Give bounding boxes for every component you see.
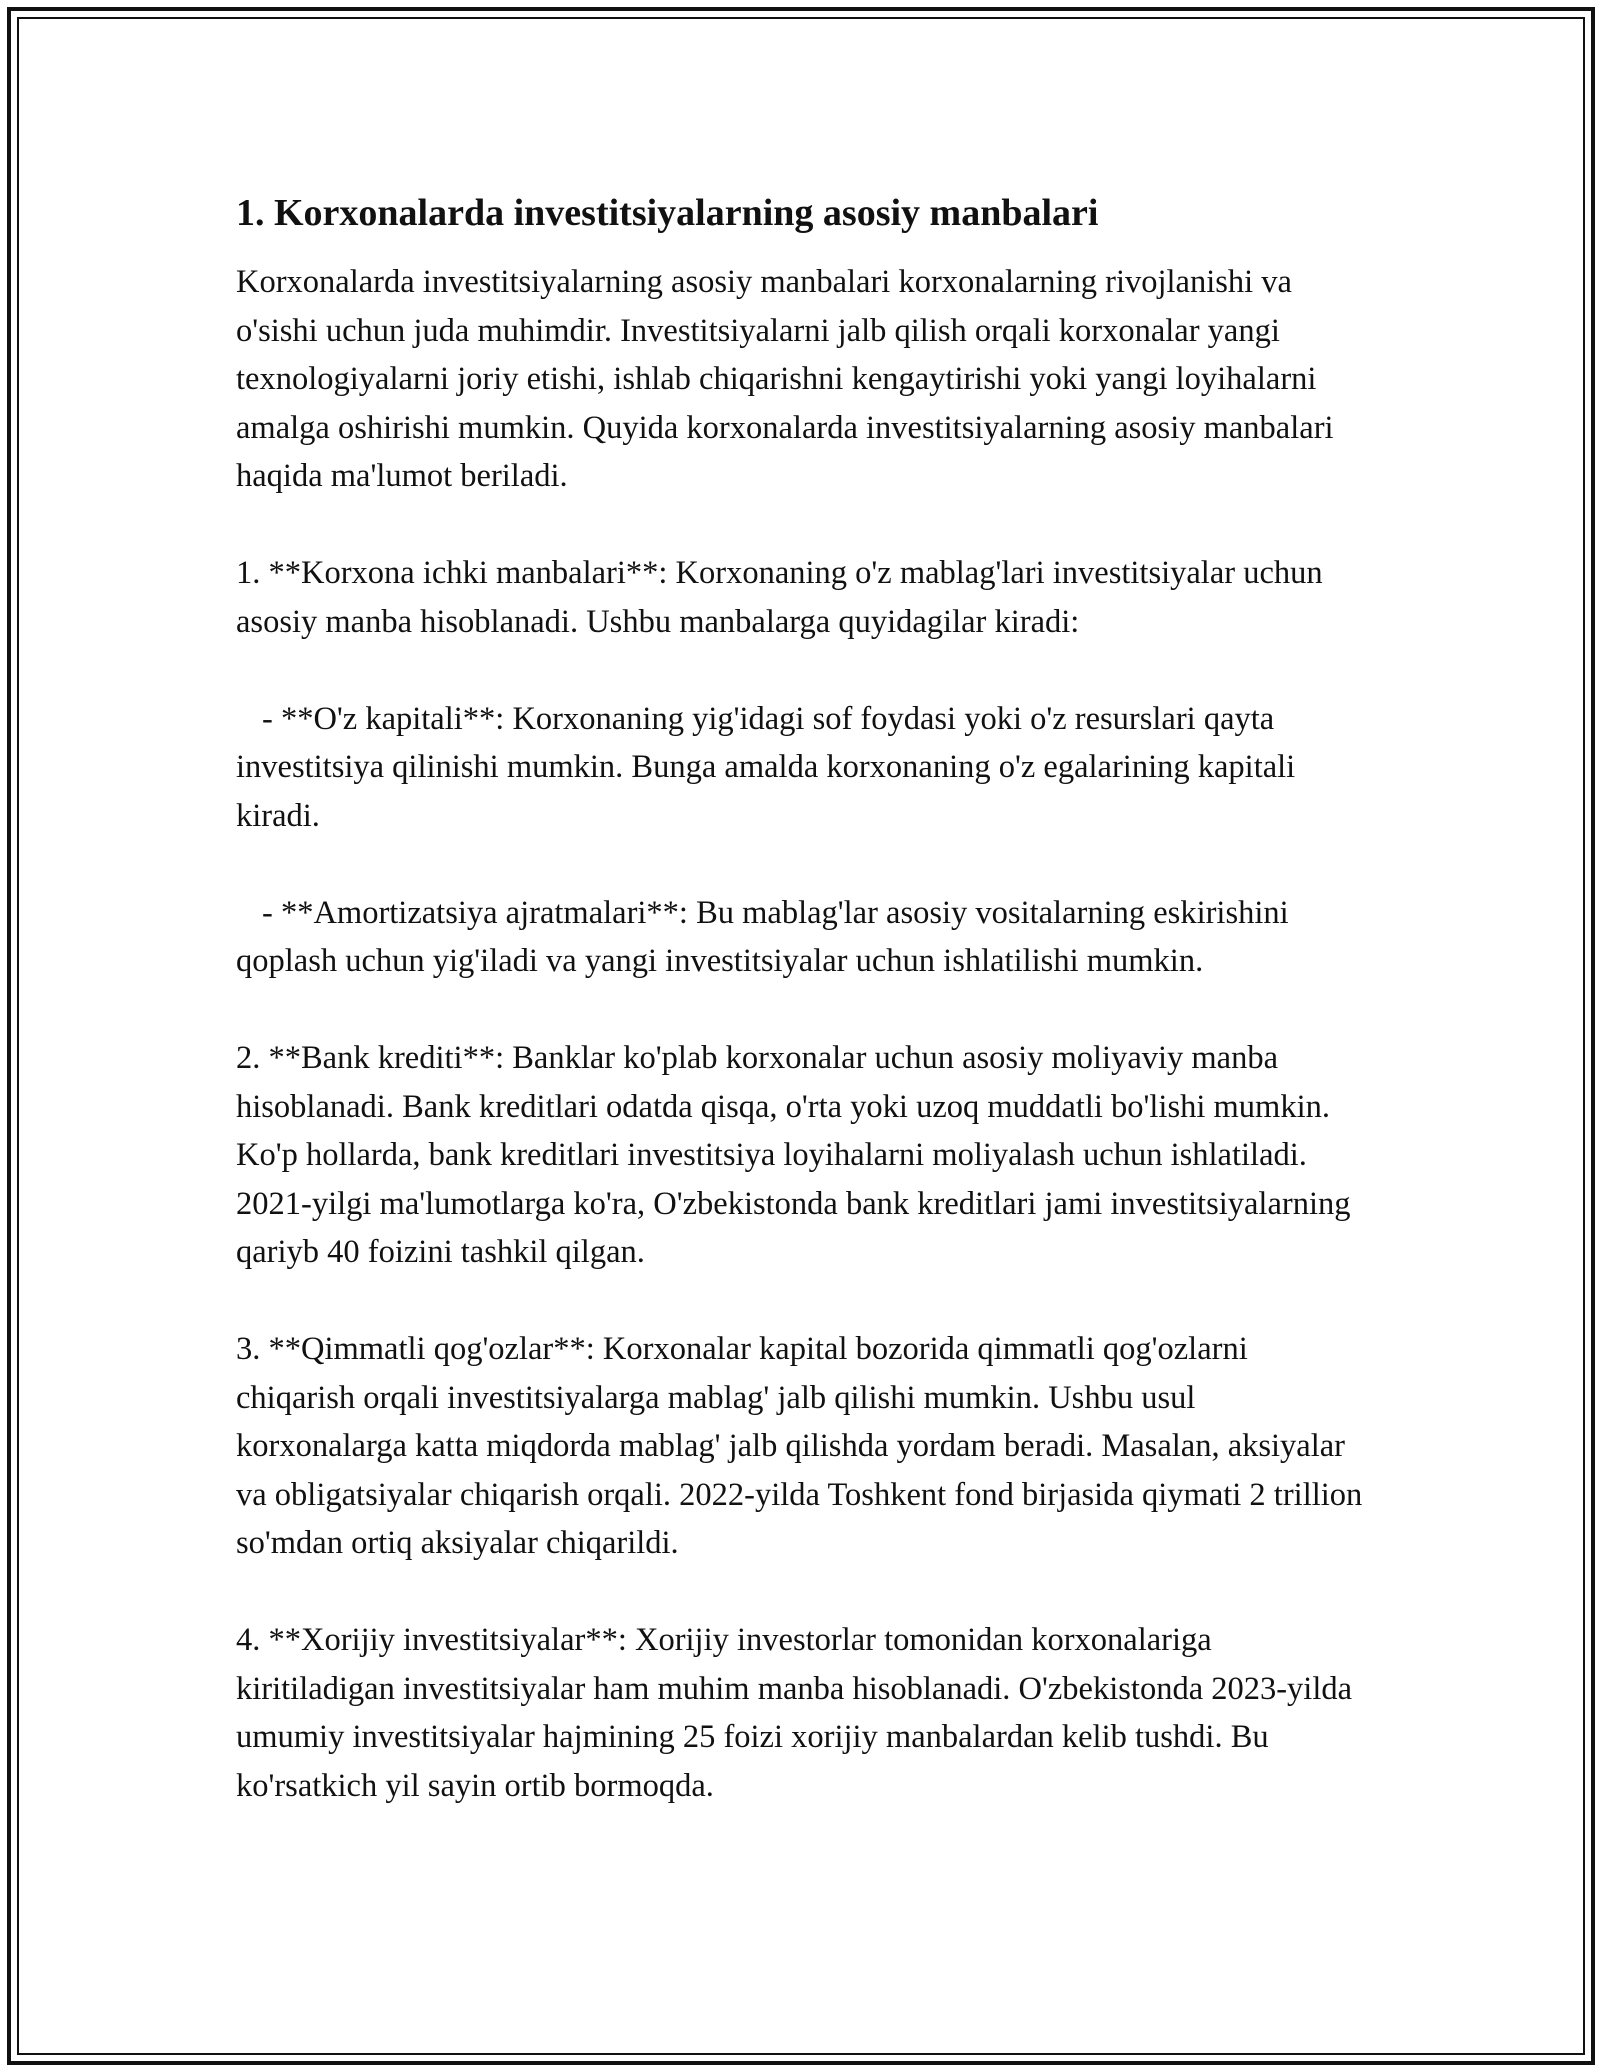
intro-paragraph: Korxonalarda investitsiyalarning asosiy manbalari korxonalarning rivojlanishi va o'sishi uchun juda muhimdir. Investitsiyalarni jalb qilish orqali korxonalar yangi texnologiyalarni joriy etishi, ishlab chiqarishni kengaytirishi yoki yangi loyihalarni amalga oshirishi mumkin. Quyida korxonalarda investitsiyalarning asosiy manbalari haqida ma'lumot beriladi. (236, 264, 1342, 494)
sub-item-amortization: - **Amortizatsiya ajratmalari**: Bu mablag'lar asosiy vositalarning eskirishini qoplash uchun yig'iladi va yangi investitsiyalar uchun ishlatilishi mumkin. (236, 894, 1297, 979)
document-body (236, 188, 1371, 1859)
list-item-internal-sources: 1. **Korxona ichki manbalari**: Korxonaning o'z mablag'lari investitsiyalar uchun asosiy manba hisoblanadi. Ushbu manbalarga quyidagilar kiradi: (236, 555, 1331, 640)
sub-item-own-capital: - **O'z kapitali**: Korxonaning yig'idagi sof foydasi yoki o'z resurslari qayta investitsiya qilinishi mumkin. Bunga amalda korxonaning o'z egalarining kapitali kiradi. (236, 700, 1304, 834)
list-item-securities: 3. **Qimmatli qog'ozlar**: Korxonalar kapital bozorida qimmatli qog'ozlarni chiqarish orqali investitsiyalarga mablag' jalb qilishi mumkin. Ushbu usul korxonalarga katta miqdorda mablag' jalb qilishda yordam beradi. Masalan, aksiyalar va obligatsiyalar chiqarish orqali. 2022-yilda Toshkent fond birjasida qiymati 2 trillion so'mdan ortiq aksiyalar chiqarildi. (236, 1331, 1371, 1561)
document-title: 1. Korxonalarda investitsiyalarning asosiy manbalari (236, 192, 1099, 234)
list-item-bank-credit: 2. **Bank krediti**: Banklar ko'plab korxonalar uchun asosiy moliyaviy manba hisoblanadi. Bank kreditlari odatda qisqa, o'rta yoki uzoq muddatli bo'lishi mumkin. Ko'p hollarda, bank kreditlari investitsiya loyihalarni moliyalash uchun ishlatiladi. 2021-yilgi ma'lumotlarga ko'ra, O'zbekistonda bank kreditlari jami investitsiyalarning qariyb 40 foizini tashkil qilgan. (236, 1040, 1359, 1270)
list-item-foreign-investment: 4. **Xorijiy investitsiyalar**: Xorijiy investorlar tomonidan korxonalariga kiritiladigan investitsiyalar ham muhim manba hisoblanadi. O'zbekistonda 2023-yilda umumiy investitsiyalar hajmining 25 foizi xorijiy manbalardan kelib tushdi. Bu ko'rsatkich yil sayin ortib bormoqda. (236, 1622, 1361, 1804)
